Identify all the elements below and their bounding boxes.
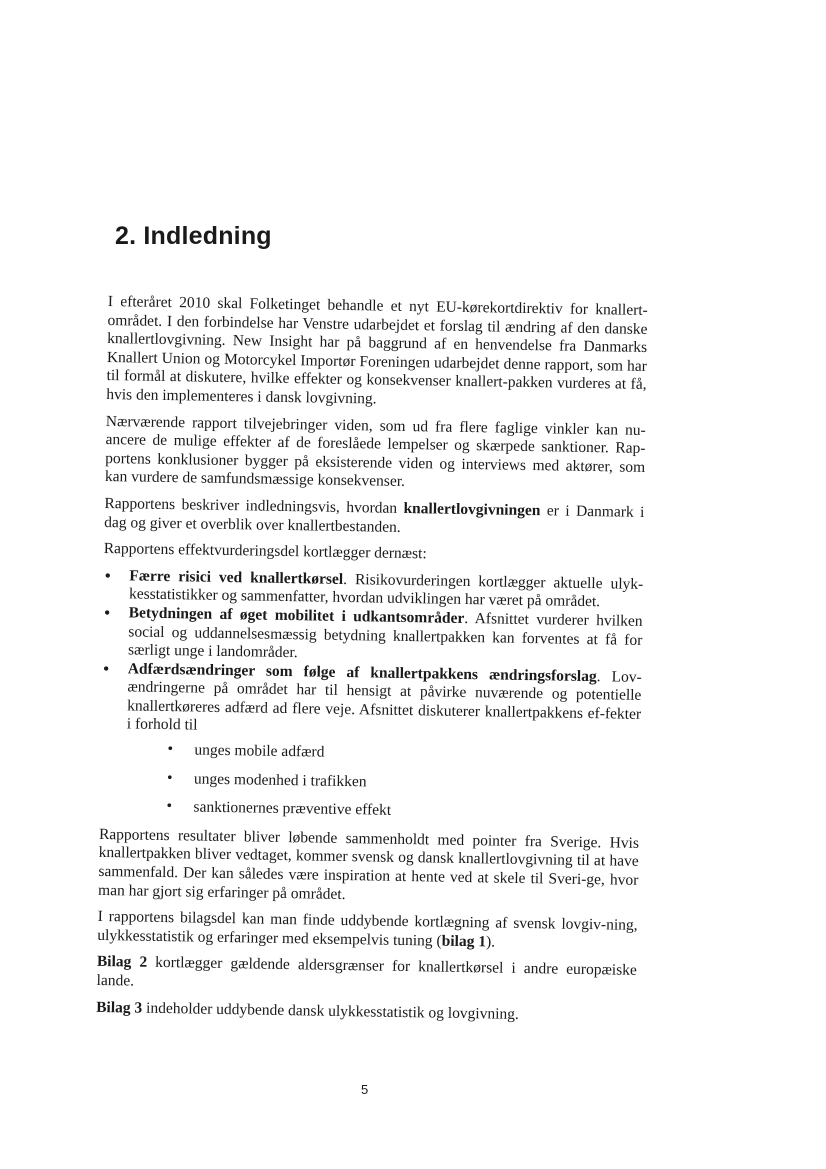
- text-run: . Risikovurderingen kortlægger aktuelle ulyk-kesstatistikker og sammenfatter, hvordan udviklingen har været på området.: [128, 570, 644, 611]
- bold-term: Betydningen af øget mobilitet i udkantsområder: [128, 604, 465, 627]
- bold-term: knallertlovgivningen: [403, 499, 541, 520]
- bullet-icon: •: [102, 603, 112, 623]
- paragraph-appendix-1: [97, 908, 638, 954]
- section-heading: 2. Indledning: [115, 222, 272, 250]
- paragraph-effects-intro: Rapportens effektvurderingsdel kortlægger dernæst:: [103, 540, 427, 563]
- bold-term: bilag 1: [441, 932, 487, 951]
- list-item: [99, 660, 642, 825]
- bullet-icon: •: [165, 770, 174, 786]
- list-item: [166, 770, 640, 796]
- text-run: Rapportens beskriver indledningsvis, hvordan: [104, 494, 404, 517]
- behaviour-effects-list: [125, 740, 640, 824]
- list-item: [166, 741, 640, 767]
- text-run: . Lov-ændringerne på området har til hensigt at påvirke nuværende og potentielle knallertkøreres adfærd ad flere veje. Afsnittet diskuterer knallertpakkens ef-fekter i forhold til: [126, 667, 642, 735]
- paragraph-appendix-3: [96, 998, 636, 1026]
- text-run: sanktionernes præventive effekt: [193, 798, 392, 820]
- text-run: kortlægger gældende aldersgrænser for knallertkørsel i andre europæiske lande.: [96, 954, 637, 990]
- page-number: 5: [361, 1082, 369, 1097]
- bullet-icon: •: [103, 566, 113, 585]
- bullet-icon: •: [101, 659, 111, 678]
- paragraph-appendix-2: [96, 953, 637, 999]
- text-run: I rapportens bilagsdel kan man finde uddybende kortlægning af svensk lovgiv-ning, ulykkesstatistik og erfaringer med eksempelvis tuning (: [97, 908, 638, 950]
- text-run: indeholder uddybende dansk ulykkesstatistik og lovgivning.: [142, 999, 520, 1023]
- bullet-icon: •: [166, 742, 175, 758]
- text-run: er i Danmark i dag og giver et overblik over knallertbestanden.: [104, 502, 645, 536]
- bold-term: Adfærdsændringer som følge af knallertpakkens ændringsforslag: [127, 660, 597, 685]
- paragraph-intro: I efteråret 2010 skal Folketinget behandle et nyt EU-kørekortdirektiv for knallert-området. I den forbindelse har Venstre udarbejdet et forslag til ændring af den danske knallertlovgivning. New Insight har på baggrund af en henvendelse fra Danmarks Knallert Union og Motorcykel Importør Foreningen udarbejdet denne rapport, som har til formål at diskutere, hvilke effekter og konsekvenser knallert-pakken vurderes at få, hvis den implementeres i dansk lovgivning.: [106, 293, 648, 408]
- bold-term: Bilag 3: [96, 998, 143, 1017]
- bold-term: Færre risici ved knallertkørsel: [129, 567, 344, 588]
- bullet-icon: •: [165, 799, 174, 815]
- list-item: [102, 604, 643, 669]
- text-run: . Afsnittet vurderer hvilken social og uddannelsesmæssig betydning knallertpakken kan forventes at få for særligt unge i landområder.: [127, 609, 643, 662]
- list-item: [165, 798, 639, 824]
- body-text: [96, 293, 648, 1034]
- text-run: ).: [485, 933, 496, 951]
- paragraph-report-purpose: Nærværende rapport tilvejebringer viden, som ud fra flere faglige vinkler kan nu-ancere de mulige effekter af de foreslåede lempelser og skærpede sanktioner. Rap-portens konklusioner bygger på eksisterende viden og interviews med aktører, som kan vurdere de samfundsmæssige konsekvenser.: [104, 412, 646, 491]
- bold-term: Bilag 2: [96, 953, 148, 972]
- effects-list: [99, 567, 643, 825]
- text-run: unges modenhed i trafikken: [193, 770, 367, 791]
- text-run: unges mobile adfærd: [194, 741, 325, 761]
- paragraph-sweden: Rapportens resultater bliver løbende sammenholdt med pointer fra Sverige. Hvis knallertpakken bliver vedtaget, kommer svensk og dansk knallertlovgivning til at have sammenfald. Der kan således være inspiration at hente ved at skele til Sveri-ge, hvor man har gjort sig erfaringer på området.: [97, 825, 640, 903]
- paragraph-overview: [104, 495, 645, 541]
